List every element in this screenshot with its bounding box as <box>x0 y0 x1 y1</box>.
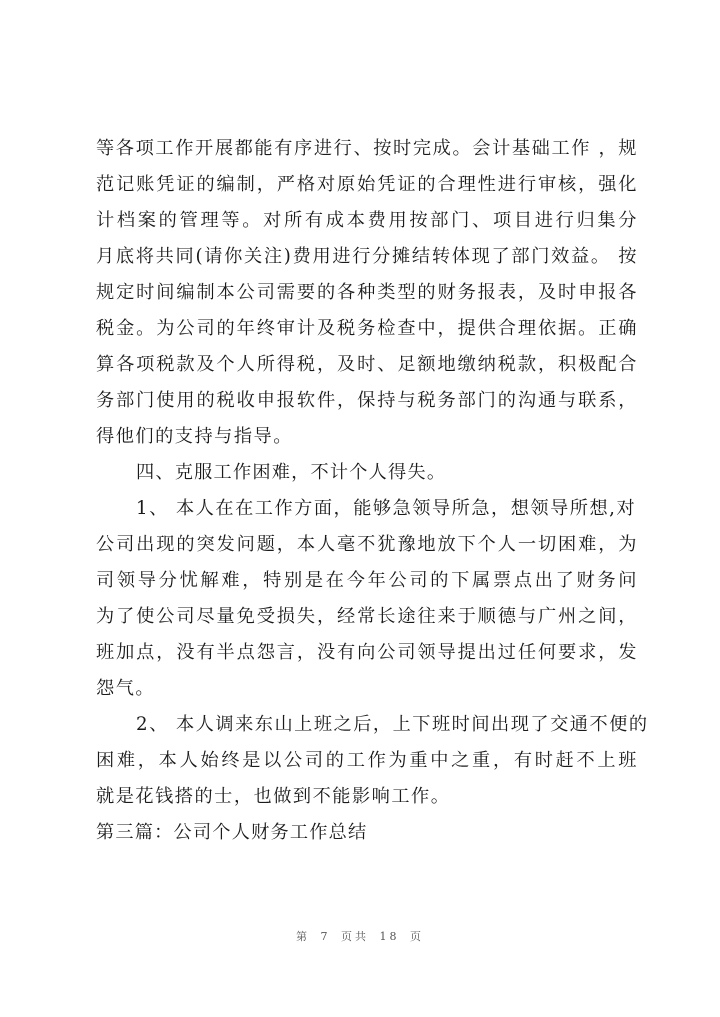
text-line: 务部门使用的税收申报软件，保持与税务部门的沟通与联系， <box>96 390 638 411</box>
text-line: 月底将共同(请你关注)费用进行分摊结转体现了部门效益。 按 <box>96 246 638 267</box>
text-line: 计档案的管理等。对所有成本费用按部门、项目进行归集分 <box>96 210 638 231</box>
document-body <box>96 131 649 851</box>
text-line: 规定时间编制本公司需要的各种类型的财务报表，及时申报各 <box>96 282 638 303</box>
text-line: 为了使公司尽量免受损失，经常长途往来于顺德与广州之间， <box>96 606 638 627</box>
paragraph-accounting-work <box>96 131 638 455</box>
text-line: 等各项工作开展都能有序进行、按时完成。会计基础工作 ，规 <box>96 138 638 159</box>
current-page-number: 7 <box>320 930 331 943</box>
text-line: 怨气。 <box>96 678 156 699</box>
text-line: 2、 本人调来东山上班之后，上下班时间出现了交通不便的 <box>136 714 649 735</box>
chapter-title: 第三篇：公司个人财务工作总结 <box>96 822 368 843</box>
text-line: 司领导分忧解难，特别是在今年公司的下属票点出了财务问 <box>96 570 638 591</box>
text-line: 1、 本人在在工作方面，能够急领导所急，想领导所想,对 <box>136 498 637 519</box>
list-item-2 <box>96 707 649 815</box>
text-line: 困难，本人始终是以公司的工作为重中之重，有时赶不上班 <box>96 750 638 771</box>
footer-prefix: 第 <box>296 930 310 943</box>
text-line: 算各项税款及个人所得税，及时、足额地缴纳税款，积极配合 <box>96 354 638 375</box>
text-line: 就是花钱搭的士，也做到不能影响工作。 <box>96 786 451 807</box>
footer-suffix: 页 <box>410 930 424 943</box>
text-line: 税金。为公司的年终审计及税务检查中，提供合理依据。正确 <box>96 318 638 339</box>
total-page-count: 18 <box>379 930 400 943</box>
text-line: 得他们的支持与指导。 <box>96 426 293 447</box>
text-line: 范记账凭证的编制，严格对原始凭证的合理性进行审核，强化 <box>96 174 638 195</box>
text-line: 班加点，没有半点怨言，没有向公司领导提出过任何要求，发 <box>96 642 638 663</box>
page-footer <box>0 928 720 944</box>
list-item-1 <box>96 491 638 707</box>
section-heading: 四、克服工作困难，不计个人得失。 <box>136 462 447 483</box>
footer-middle: 页共 <box>341 930 369 943</box>
text-line: 公司出现的突发问题，本人毫不犹豫地放下个人一切困难，为 <box>96 534 638 555</box>
